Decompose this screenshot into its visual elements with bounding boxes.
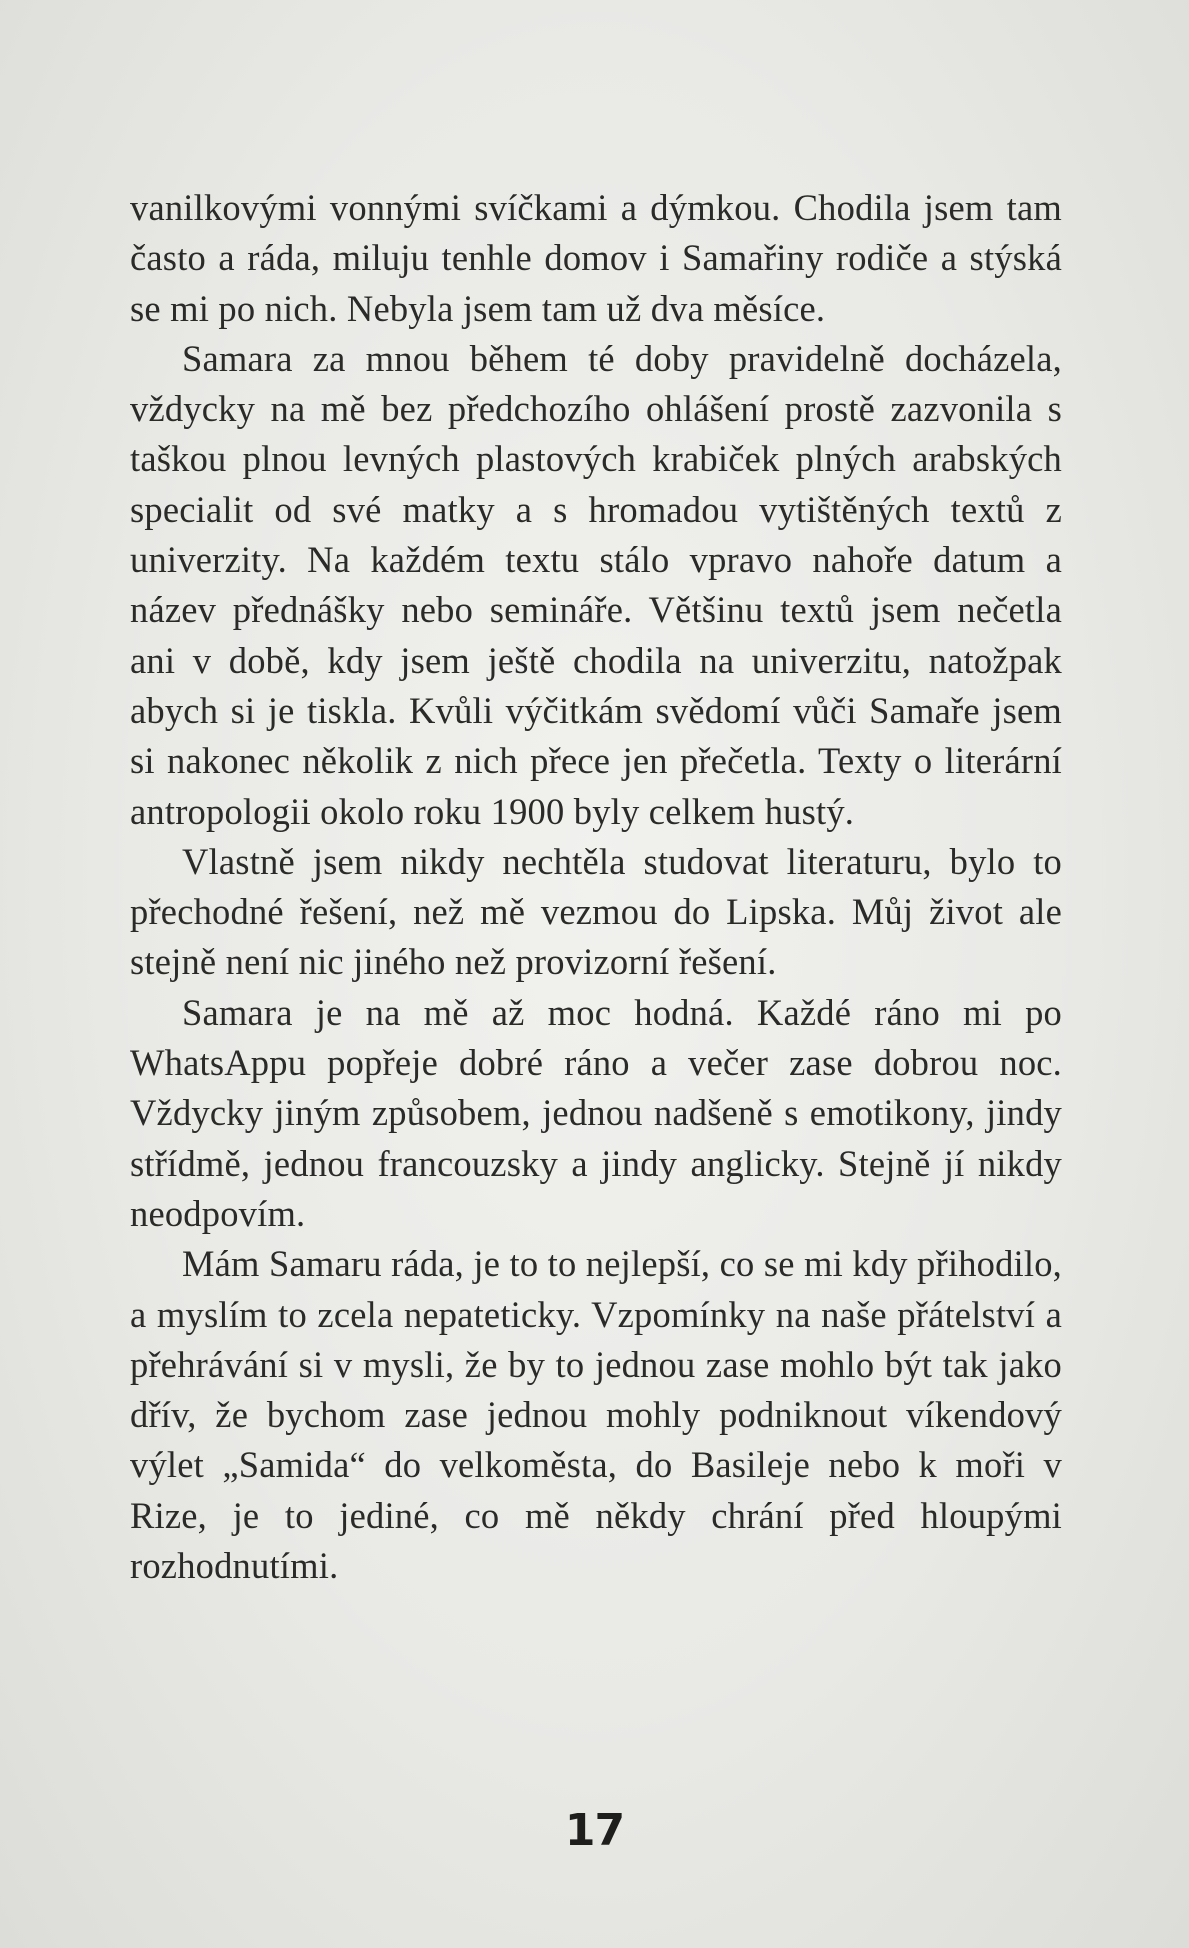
body-text [130, 183, 1062, 1591]
paragraph-1: vanilkovými vonnými svíčkami a dýmkou. Chodila jsem tam často a ráda, miluju tenhle domov i Samařiny rodiče a stýská se mi po nich. Nebyla jsem tam už dva měsíce. [130, 187, 1062, 329]
page-number: 17 [564, 1805, 625, 1856]
paragraph-2: Samara za mnou během té doby pravidelně docházela, vždycky na mě bez předchozího ohlášení prostě zazvonila s taškou plnou levných plastových krabiček plných arabských specialit od své matky a s hromadou vytištěných textů z univerzity. Na každém textu stálo vpravo nahoře datum a název přednášky nebo semináře. Většinu textů jsem nečetla ani v době, kdy jsem ještě chodila na univerzitu, natožpak abych si je tiskla. Kvůli výčitkám svědomí vůči Samaře jsem si nakonec několik z nich přece jen přečetla. Texty o literární antropologii okolo roku 1900 byly celkem hustý. [130, 337, 1062, 832]
paragraph-3: Vlastně jsem nikdy nechtěla studovat literaturu, bylo to přechodné řešení, než mě vezmou do Lipska. Můj život ale stejně není nic jiného než provizorní řešení. [130, 840, 1062, 983]
paragraph-5: Mám Samaru ráda, je to to nejlepší, co se mi kdy přihodilo, a myslím to zcela nepateticky. Vzpomínky na naše přátelství a přehrávání si v mysli, že by to jednou zase mohlo být tak jako dřív, že bychom zase jednou mohly podniknout víkendový výlet „Samida“ do velkoměsta, do Basileje nebo k moři v Rize, je to jediné, co mě někdy chrání před hloupými rozhodnutími. [130, 1243, 1062, 1587]
paragraph-4: Samara je na mě až moc hodná. Každé ráno mi po WhatsAppu popřeje dobré ráno a večer zase dobrou noc. Vždycky jiným způsobem, jednou nadšeně s emotikony, jindy střídmě, jednou francouzsky a jindy anglicky. Stejně jí nikdy neodpovím. [130, 991, 1062, 1234]
